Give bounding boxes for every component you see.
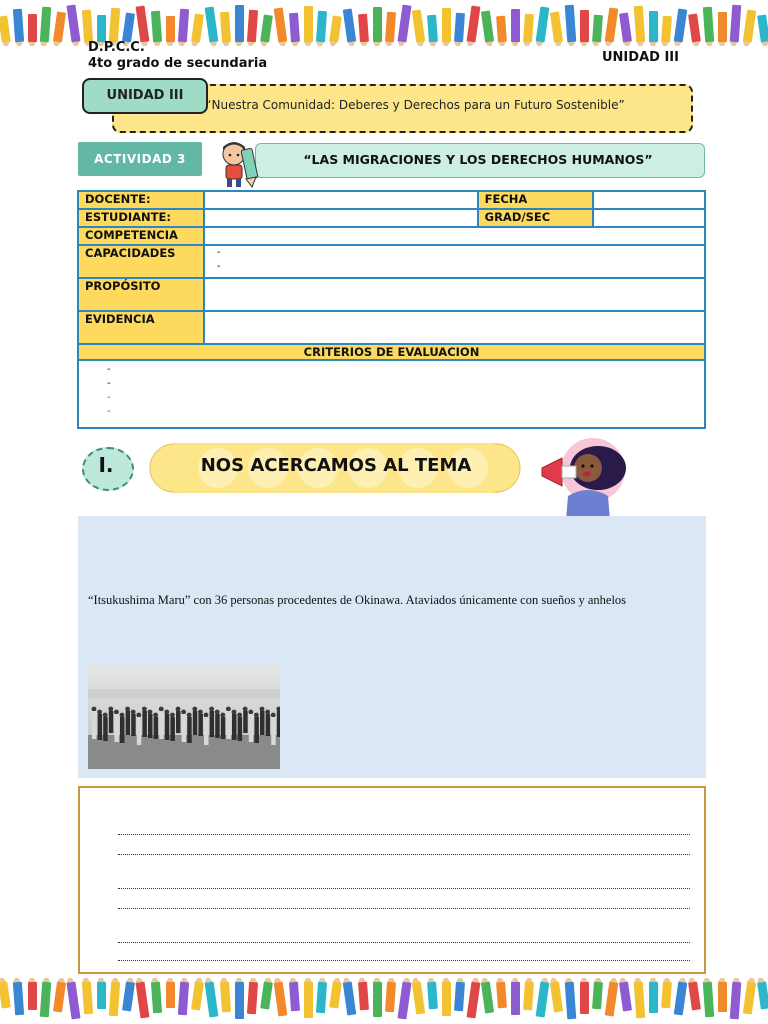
photo-figure-body [92, 711, 97, 739]
pencil-decoration [649, 11, 658, 42]
photo-figure-head [215, 710, 220, 715]
pencil-decoration [550, 12, 563, 43]
gradsec-label: GRAD/SEC [478, 209, 594, 227]
evidencia-field[interactable] [204, 311, 705, 344]
pencil-decoration [13, 982, 24, 1016]
photo-figure-body [142, 711, 147, 737]
photo-figure-head [265, 710, 270, 715]
photo-figure-body [232, 714, 237, 740]
photo-figure-body [243, 711, 248, 733]
pencil-decoration [82, 982, 93, 1015]
photo-figure-head [125, 707, 130, 712]
pencil-decoration [373, 7, 382, 42]
pencil-decoration [122, 13, 135, 43]
photo-figure-head [192, 707, 197, 712]
pencil-decoration [178, 9, 189, 43]
answer-line[interactable] [118, 942, 690, 943]
criterio-item: - [107, 378, 111, 389]
pencil-decoration [329, 16, 342, 43]
pencil-decoration [743, 10, 756, 43]
photo-figure-head [220, 713, 225, 718]
pencil-decoration [674, 982, 688, 1016]
photo-figure-body [260, 711, 265, 735]
photo-figure-body [131, 714, 136, 736]
pencil-decoration [619, 13, 632, 43]
photo-figure-body [249, 714, 254, 742]
pencil-decoration [220, 982, 231, 1013]
pencil-decoration [592, 15, 603, 43]
photo-figure-body [193, 711, 198, 735]
pencil-decoration [661, 982, 672, 1009]
pencil-decoration [151, 11, 162, 43]
docente-field[interactable] [204, 191, 478, 209]
pencil-decoration [605, 8, 619, 43]
pencil-decoration [427, 15, 438, 43]
answer-line[interactable] [118, 888, 690, 889]
photo-figure-body [114, 714, 119, 742]
photo-figure-body [159, 711, 164, 739]
pencil-decoration [109, 8, 120, 43]
criterios-field[interactable] [78, 360, 705, 428]
photo-figure-head [181, 710, 186, 715]
photo-figure-body [226, 711, 231, 739]
pencil-decoration [536, 7, 550, 43]
fecha-field[interactable] [593, 191, 705, 209]
photo-figure-head [254, 713, 259, 718]
answer-line[interactable] [118, 960, 690, 961]
pencil-decoration [28, 14, 37, 42]
pencil-decoration [550, 982, 563, 1013]
photo-figure-head [204, 713, 209, 718]
photo-figure-head [198, 710, 203, 715]
pencil-decoration [247, 10, 258, 43]
estudiante-label: ESTUDIANTE: [78, 209, 204, 227]
pencil-decoration [289, 13, 300, 43]
capacidades-label: CAPACIDADES [78, 245, 204, 278]
pencil-decoration [235, 5, 244, 42]
historical-photo [88, 665, 280, 769]
pencil-decoration [304, 982, 313, 1018]
photo-figure-body [103, 717, 108, 741]
pencil-decoration [757, 15, 768, 43]
pencil-decoration [703, 982, 714, 1018]
capacidad-item: - [216, 261, 221, 272]
fecha-label: FECHA [478, 191, 594, 209]
photo-figure-head [232, 710, 237, 715]
photo-figure-head [159, 707, 164, 712]
pencil-decoration [454, 982, 465, 1012]
pencil-decoration [53, 12, 66, 43]
pencil-decoration [40, 7, 51, 43]
pencil-decoration [385, 12, 396, 43]
pencil-decoration [718, 12, 727, 42]
pencil-decoration [274, 8, 288, 43]
photo-figure-body [238, 717, 243, 741]
photo-figure-head [248, 710, 253, 715]
pencil-decoration [730, 5, 742, 43]
pencil-decoration [178, 982, 189, 1016]
pencil-decoration [109, 982, 120, 1017]
photo-figure-body [266, 714, 271, 736]
photo-figure-head [114, 710, 119, 715]
pencil-decoration [496, 16, 507, 43]
criterio-item: - [107, 392, 111, 403]
pencil-decoration [205, 982, 219, 1018]
gradsec-field[interactable] [593, 209, 705, 227]
photo-figure-head [108, 707, 113, 712]
pencil-decoration [316, 11, 327, 43]
pencil-decoration [467, 982, 481, 1019]
pencil-decoration [191, 14, 204, 43]
photo-figure-head [136, 713, 141, 718]
photo-figure-body [120, 717, 125, 743]
unit-title: “Nuestra Comunidad: Deberes y Derechos para un Futuro Sostenible” [205, 98, 625, 112]
pencil-decoration [235, 982, 244, 1019]
photo-figure-head [142, 707, 147, 712]
pencil-decoration [122, 982, 135, 1012]
pencil-decoration [511, 982, 520, 1015]
pencil-decoration [358, 14, 369, 43]
pencil-decoration [329, 982, 342, 1009]
photo-figure-body [254, 717, 259, 743]
criterio-item: - [107, 406, 111, 417]
activity-title: “LAS MIGRACIONES Y LOS DERECHOS HUMANOS” [303, 152, 653, 167]
girl-megaphone-icon [538, 434, 638, 522]
pencil-decoration [343, 9, 357, 43]
pencil-decoration [523, 982, 534, 1011]
pencil-decoration [536, 982, 550, 1018]
pencil-decoration [454, 13, 465, 43]
photo-figure-head [164, 710, 169, 715]
criterio-item: - [107, 364, 111, 375]
pencil-decoration [565, 5, 577, 43]
pencil-decoration [688, 14, 701, 43]
capacidades-field[interactable] [204, 245, 705, 278]
photo-figure-head [103, 713, 108, 718]
pencil-decoration [605, 982, 619, 1017]
section-title: NOS ACERCAMOS AL TEMA [200, 455, 472, 476]
capacidad-item: - [216, 247, 221, 258]
photo-figure-body [176, 711, 181, 733]
photo-figure-head [176, 707, 181, 712]
pencil-decoration [442, 982, 451, 1016]
pencil-decoration [385, 982, 396, 1013]
photo-figure-head [92, 707, 97, 712]
photo-figure-head [226, 707, 231, 712]
pencil-border-bottom [0, 978, 768, 1024]
pencil-decoration [247, 982, 258, 1015]
competencia-field[interactable] [204, 227, 705, 245]
unit-right-label: UNIDAD III [602, 50, 679, 65]
activity-tag: ACTIVIDAD 3 [78, 142, 202, 176]
header-left [88, 40, 267, 72]
photo-figure-body [221, 717, 226, 739]
photo-figure-body [154, 717, 159, 739]
criterios-header: CRITERIOS DE EVALUACION [78, 344, 705, 360]
photo-figure-body [204, 717, 209, 745]
pencil-decoration [66, 982, 80, 1020]
pencil-decoration [13, 9, 24, 43]
pencil-decoration [398, 982, 412, 1020]
pencil-decoration [427, 982, 438, 1010]
pencil-decoration [730, 982, 742, 1020]
pencil-decoration [674, 9, 688, 43]
answer-line[interactable] [118, 854, 690, 855]
photo-figure-body [137, 717, 142, 745]
photo-figure-head [97, 710, 102, 715]
pencil-decoration [166, 982, 175, 1008]
pencil-decoration [205, 7, 219, 43]
pencil-decoration [373, 982, 382, 1017]
pencil-decoration [289, 982, 300, 1012]
photo-figure-body [165, 714, 170, 740]
pencil-decoration [619, 982, 632, 1012]
pencil-decoration [82, 10, 93, 43]
pencil-decoration [580, 10, 589, 42]
pencil-decoration [304, 6, 313, 42]
photo-figure-body [109, 711, 114, 733]
pencil-decoration [343, 982, 357, 1016]
photo-figure-body [277, 711, 280, 737]
pencil-decoration [703, 7, 714, 43]
photo-figure-head [271, 713, 276, 718]
pencil-decoration [580, 982, 589, 1014]
photo-figure-body [271, 717, 276, 745]
photo-figure-head [209, 707, 214, 712]
pencil-decoration [523, 14, 534, 43]
proposito-label: PROPÓSITO [78, 278, 204, 311]
pencil-decoration [191, 982, 204, 1011]
pencil-decoration [0, 982, 11, 1009]
pencil-decoration [412, 10, 425, 43]
pencil-decoration [66, 5, 80, 43]
photo-figure-head [131, 710, 136, 715]
pencil-decoration [260, 15, 273, 43]
pencil-decoration [260, 982, 273, 1010]
pencil-decoration [136, 6, 150, 43]
pencil-decoration [467, 6, 481, 43]
pencil-decoration [97, 15, 106, 42]
pencil-decoration [634, 982, 645, 1019]
answer-line[interactable] [118, 834, 690, 835]
pencil-decoration [274, 982, 288, 1017]
pencil-decoration [718, 982, 727, 1012]
migration-quote: “Itsukushima Maru” con 36 personas procedentes de Okinawa. Ataviados únicamente con sueños y anhelos [88, 593, 627, 607]
pencil-decoration [757, 982, 768, 1010]
photo-figure-body [126, 711, 131, 735]
pencil-decoration [151, 982, 162, 1014]
photo-figure-body [187, 717, 192, 743]
pencil-decoration [316, 982, 327, 1014]
estudiante-field[interactable] [204, 209, 478, 227]
pencil-decoration [634, 6, 645, 43]
photo-figure-body [198, 714, 203, 736]
pencil-decoration [0, 16, 11, 43]
pencil-decoration [136, 982, 150, 1019]
section-number: I. [98, 453, 114, 477]
pencil-decoration [53, 982, 66, 1013]
answer-box[interactable] [78, 786, 706, 974]
pencil-decoration [661, 16, 672, 43]
photo-figure-head [170, 713, 175, 718]
grade-label: 4to grado de secundaria [88, 56, 268, 71]
competencia-label: COMPETENCIA [78, 227, 204, 245]
photo-figure-head [153, 713, 158, 718]
photo-figure-head [260, 707, 265, 712]
pencil-decoration [28, 982, 37, 1010]
photo-figure-head [187, 713, 192, 718]
pencil-decoration [398, 5, 412, 43]
pencil-decoration [166, 16, 175, 42]
pencil-decoration [412, 982, 425, 1015]
pencil-decoration [592, 982, 603, 1010]
photo-figure-body [170, 717, 175, 741]
photo-figure-body [182, 714, 187, 742]
answer-line[interactable] [118, 908, 690, 909]
photo-figure-head [120, 713, 125, 718]
evidencia-label: EVIDENCIA [78, 311, 204, 344]
unit-tag: UNIDAD III [82, 78, 208, 114]
pencil-decoration [481, 982, 494, 1014]
pencil-decoration [496, 982, 507, 1009]
pencil-decoration [511, 9, 520, 42]
photo-figure-body [148, 714, 153, 738]
photo-figure-head [243, 707, 248, 712]
photo-figure-body [210, 711, 215, 737]
pencil-decoration [649, 982, 658, 1013]
pencil-decoration [743, 982, 756, 1015]
photo-figure-body [98, 714, 103, 740]
pencil-decoration [481, 11, 494, 43]
pencil-decoration [97, 982, 106, 1009]
photo-figure-head [237, 713, 242, 718]
pencil-decoration [688, 982, 701, 1011]
pencil-decoration [565, 982, 577, 1020]
pencil-decoration [220, 12, 231, 43]
info-table [77, 190, 706, 429]
docente-label: DOCENTE: [78, 191, 204, 209]
proposito-field[interactable] [204, 278, 705, 311]
org-name: D.P.C.C. [88, 40, 145, 55]
pencil-decoration [442, 8, 451, 42]
photo-figure-head [148, 710, 153, 715]
pencil-decoration [358, 982, 369, 1011]
pencil-decoration [40, 982, 51, 1018]
photo-figure-body [215, 714, 220, 738]
